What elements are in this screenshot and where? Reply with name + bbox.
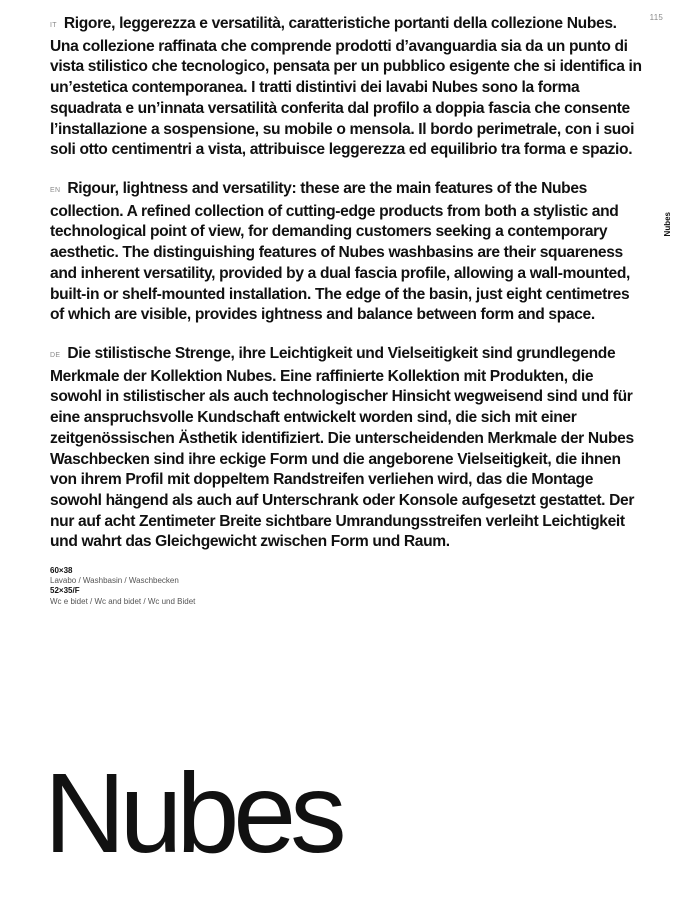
page-number: 115	[649, 13, 663, 22]
paragraph-german-text: Die stilistische Strenge, ihre Leichtigkeit und Vielseitigkeit sind grundlegende Merkmale der Kollektion Nubes. Eine raffinierte Kollektion mit Produkten, die sowohl in stilistischer als auch technologischer Hinsicht wegweisend sind und für eine anspruchsvolle Kundschaft entwickelt worden sind, die sich mit einer zeitgenössischen Ästhetik identifiziert. Die unterscheidenden Merkmale der Nubes Waschbecken sind ihre eckige Form und die angeborene Vielseitigkeit, die ihnen von ihrem Profil mit doppeltem Randstreifen verliehen wird, das die Montage sowohl hängend als auch auf Unterschrank oder Konsole aufgesetzt gestattet. Der nur auf acht Zentimeter Breite sichtbare Umrandungsstreifen verleiht Leichtigkeit und wahrt das Gleichgewicht zwischen Form und Raum.	[50, 345, 635, 551]
spec-code-washbasin: 60×38	[50, 566, 73, 575]
language-tag-it: IT	[50, 22, 57, 29]
side-label: Nubes	[663, 212, 672, 237]
paragraph-italian	[50, 14, 646, 161]
paragraph-english	[50, 179, 646, 326]
brand-title: Nubes	[44, 750, 341, 876]
language-tag-de: DE	[50, 352, 61, 359]
product-specs	[50, 566, 195, 607]
paragraph-german	[50, 344, 646, 553]
spec-code-wc-bidet: 52×35/F	[50, 586, 80, 596]
spec-description-washbasin: Lavabo / Washbasin / Waschbecken	[50, 576, 179, 586]
paragraph-english-text: Rigour, lightness and versatility: these are the main features of the Nubes collection. A refined collection of cutting-edge products from both a stylistic and technological point of view, for demanding customers seeking a contemporary aesthetic. The distinguishing features of Nubes washbasins are their squareness and inherent versatility, provided by a dual fascia profile, allowing a wall-mounted, built-in or shelf-mounted installation. The edge of the basin, just eight centimetres of which are visible, provides ightness and balance between form and space.	[50, 180, 630, 324]
paragraph-italian-text: Rigore, leggerezza e versatilità, caratteristiche portanti della collezione Nubes. Una collezione raffinata che comprende prodotti d’avanguardia sia da un punto di vista stilistico che tecnologico, pensata per un pubblico esigente che si identifica in un’estetica contemporanea. I tratti distintivi dei lavabi Nubes sono la forma squadrata e un’innata versatilità conferita dal profilo a doppia fascia che consente l’installazione a sospensione, su mobile o mensola. Il bordo perimetrale, con i suoi soli otto centimentri a vista, attribuisce leggerezza ed equilibrio tra forma e spazio.	[50, 15, 642, 159]
language-tag-en: EN	[50, 187, 61, 194]
spec-description-wc-bidet: Wc e bidet / Wc and bidet / Wc und Bidet	[50, 596, 196, 606]
